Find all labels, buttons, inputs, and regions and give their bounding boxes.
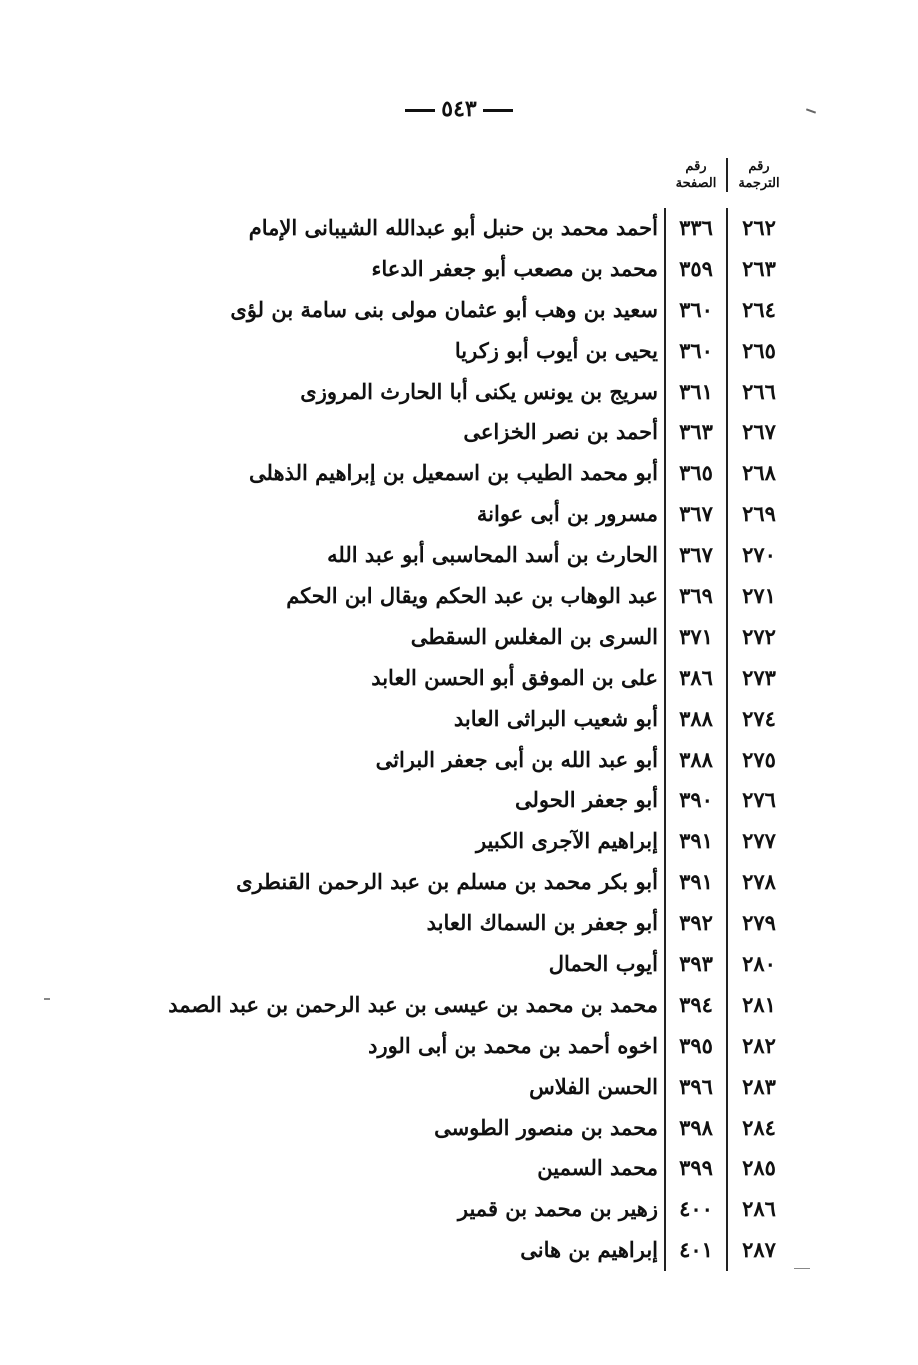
page-number-dash-right (483, 109, 513, 112)
table-row (130, 576, 790, 617)
entry-number: ٢٧٩ (742, 910, 776, 936)
biography-name: أحمد بن نصر الخزاعى (130, 412, 666, 453)
page-number-cell: ٣٦١ (666, 372, 728, 413)
table-row (130, 903, 790, 944)
table-row (130, 535, 790, 576)
entry-number: ٢٦٢ (742, 215, 776, 240)
page-number-dash-left (405, 109, 435, 112)
entry-number: ٢٨٢ (742, 1032, 776, 1058)
table-row (130, 1067, 790, 1108)
table-row (130, 249, 790, 290)
biography-name: أبو جعفر بن السماك العابد (130, 903, 666, 944)
table-row (130, 372, 790, 413)
table-row (130, 1189, 790, 1230)
entry-number: ٢٨٧ (742, 1237, 776, 1263)
page-number-cell: ٣٥٩ (666, 249, 728, 290)
page-number-cell: ٣٩٦ (666, 1067, 728, 1108)
page-number-cell: ٣٩٢ (666, 903, 728, 944)
biography-name: أحمد محمد بن حنبل أبو عبدالله الشيبانى الإمام (130, 208, 666, 249)
page-number-cell: ٣٩١ (666, 862, 728, 903)
biography-name: أيوب الحمال (130, 944, 666, 985)
entry-number: ٢٨٤ (742, 1114, 776, 1140)
scan-mark (44, 998, 50, 1000)
page-number-cell: ٣٩٨ (666, 1108, 728, 1149)
biography-name: زهير بن محمد بن قمير (130, 1189, 666, 1230)
entry-number: ٢٦٣ (742, 255, 776, 281)
page-number-cell: ٣٩١ (666, 821, 728, 862)
entry-number: ٢٨٣ (742, 1073, 776, 1099)
page-number (0, 96, 918, 122)
entry-number: ٢٦٤ (742, 296, 776, 322)
page-number-cell: ٣٦٥ (666, 453, 728, 494)
entry-number: ٢٧١ (742, 583, 776, 609)
biography-name: إبراهيم الآجرى الكبير (130, 821, 666, 862)
table-row (130, 331, 790, 372)
page-number-cell: ٣٨٦ (666, 658, 728, 699)
entry-number: ٢٧٧ (742, 828, 776, 854)
biography-name: سعيد بن وهب أبو عثمان مولى بنى سامة بن لؤى (130, 290, 666, 331)
page-number-cell: ٣٩٣ (666, 944, 728, 985)
scan-mark (794, 1268, 810, 1269)
entry-number: ٢٧٠ (742, 542, 776, 568)
table-row (130, 821, 790, 862)
biography-name: السرى بن المغلس السقطى (130, 617, 666, 658)
biography-name: أبو شعيب البراثى العابد (130, 699, 666, 740)
page-number-cell: ٣٩٥ (666, 1026, 728, 1067)
biography-name: على بن الموفق أبو الحسن العابد (130, 658, 666, 699)
page-number-cell: ٣٦٩ (666, 576, 728, 617)
biography-name: محمد بن محمد بن عيسى بن عبد الرحمن بن عبد الصمد (130, 985, 666, 1026)
page-number-cell: ٣٦٠ (666, 331, 728, 372)
page-number-cell: ٤٠١ (666, 1230, 728, 1271)
table-row (130, 453, 790, 494)
table-row (130, 1026, 790, 1067)
biography-name: الحسن الفلاس (130, 1067, 666, 1108)
entry-number: ٢٧٣ (742, 664, 776, 690)
table-row (130, 290, 790, 331)
table-row (130, 494, 790, 535)
entry-number: ٢٧٦ (742, 787, 776, 813)
table-row (130, 780, 790, 821)
page-number-cell: ٣٦٧ (666, 535, 728, 576)
table-row (130, 1108, 790, 1149)
page-number-cell: ٣٩٠ (666, 780, 728, 821)
entry-number: ٢٨٦ (742, 1196, 776, 1222)
table-row (130, 617, 790, 658)
table-row (130, 985, 790, 1026)
table-row (130, 944, 790, 985)
entry-number: ٢٦٩ (742, 501, 776, 527)
biography-name: سريج بن يونس يكنى أبا الحارث المروزى (130, 372, 666, 413)
page-number-cell: ٣٨٨ (666, 740, 728, 781)
entry-number: ٢٧٤ (742, 705, 776, 731)
page-number-cell: ٣٩٤ (666, 985, 728, 1026)
entry-number: ٢٧٨ (742, 869, 776, 895)
page-number-cell: ٣٦٠ (666, 290, 728, 331)
page-number-header: رقم الصفحة (666, 158, 728, 192)
page-number-cell: ٣٣٦ (666, 208, 728, 249)
table-row (130, 208, 790, 249)
index-table (130, 158, 790, 1271)
page-number-cell: ٣٦٣ (666, 412, 728, 453)
page-number-cell: ٣٧١ (666, 617, 728, 658)
page-number-cell: ٤٠٠ (666, 1189, 728, 1230)
biography-name: اخوه أحمد بن محمد بن أبى الورد (130, 1026, 666, 1067)
entry-number: ٢٦٦ (742, 378, 776, 404)
index-table-header (130, 158, 790, 208)
entry-number: ٢٨٥ (742, 1155, 776, 1181)
table-row (130, 862, 790, 903)
entry-number: ٢٦٥ (742, 337, 776, 363)
biography-name: محمد السمين (130, 1148, 666, 1189)
table-row (130, 658, 790, 699)
biography-name: محمد بن منصور الطوسى (130, 1108, 666, 1149)
biography-name: أبو عبد الله بن أبى جعفر البراثى (130, 740, 666, 781)
page-number-cell: ٣٦٧ (666, 494, 728, 535)
page-number-cell: ٣٩٩ (666, 1148, 728, 1189)
entry-number: ٢٦٨ (742, 460, 776, 486)
entry-number: ٢٦٧ (742, 419, 776, 445)
table-row (130, 412, 790, 453)
index-table-body (130, 208, 790, 1271)
table-row (130, 699, 790, 740)
biography-name: إبراهيم بن هانى (130, 1230, 666, 1271)
biography-name: مسرور بن أبى عوانة (130, 494, 666, 535)
table-row (130, 740, 790, 781)
biography-name: الحارث بن أسد المحاسبى أبو عبد الله (130, 535, 666, 576)
biography-name: عبد الوهاب بن عبد الحكم ويقال ابن الحكم (130, 576, 666, 617)
biography-name: أبو بكر محمد بن مسلم بن عبد الرحمن القنطرى (130, 862, 666, 903)
biography-name: أبو جعفر الحولى (130, 780, 666, 821)
table-row (130, 1230, 790, 1271)
entry-number-header: رقم الترجمة (738, 159, 780, 191)
biography-name: يحيى بن أيوب أبو زكريا (130, 331, 666, 372)
entry-number: ٢٨١ (742, 991, 776, 1017)
biography-name: محمد بن مصعب أبو جعفر الدعاء (130, 249, 666, 290)
page-number-cell: ٣٨٨ (666, 699, 728, 740)
page-number-text: ٥٤٣ (441, 96, 477, 122)
entry-number: ٢٧٢ (742, 623, 776, 649)
entry-number: ٢٨٠ (742, 951, 776, 977)
table-row (130, 1148, 790, 1189)
biography-name: أبو محمد الطيب بن اسمعيل بن إبراهيم الذهلى (130, 453, 666, 494)
entry-number: ٢٧٥ (742, 746, 776, 772)
